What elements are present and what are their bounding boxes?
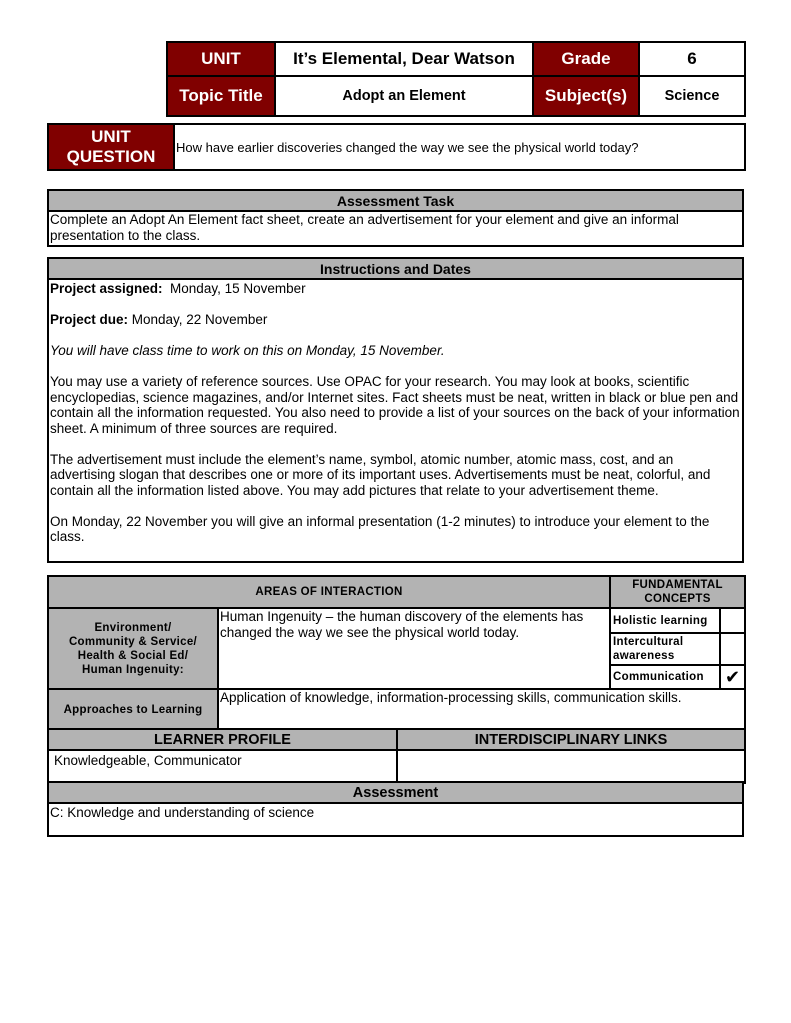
unit-question-label-line1: UNIT <box>91 127 131 146</box>
learner-profile-table <box>47 728 746 784</box>
assessment-task-table <box>47 189 744 247</box>
approaches-label: Approaches to Learning <box>48 689 218 731</box>
instructions-body <box>48 279 743 562</box>
concept-checkbox[interactable]: ✔ <box>720 665 745 689</box>
unit-label: UNIT <box>167 42 275 76</box>
presentation-paragraph: On Monday, 22 November you will give an informal presentation (1-2 minutes) to introduce your element to the class. <box>50 513 710 544</box>
advertisement-paragraph: The advertisement must include the element’s name, symbol, atomic number, atomic mass, cost, and an advertising slogan that describes one or more of its important uses. Advertisements must be neat, colorful, and contain all the information listed above. You may add pictures that relate to your advertisement theme. <box>50 451 711 498</box>
due-value: Monday, 22 November <box>128 312 268 327</box>
unit-question-label-line2: QUESTION <box>66 147 156 166</box>
assessment-task-heading: Assessment Task <box>48 190 743 211</box>
sources-paragraph: You may use a variety of reference sources. Use OPAC for your research. You may look at books, scientific encyclopedias, science magazines, and/or Internet sites. Fact sheets must be neat, written in black or blue pen and contain all the information requested. You also need to provide a list of your sources on the back of your information sheet. A minimum of three sources are required. <box>50 374 740 436</box>
interdisciplinary-heading: INTERDISCIPLINARY LINKS <box>397 729 745 750</box>
environment-text: Human Ingenuity – the human discovery of the elements has changed the way we see the physical world today. <box>218 608 610 689</box>
areas-of-interaction-table <box>47 575 746 732</box>
learner-profile-heading: LEARNER PROFILE <box>48 729 397 750</box>
topic-label: Topic Title <box>167 76 275 116</box>
assessment-heading: Assessment <box>48 782 743 803</box>
assessment-text: C: Knowledge and understanding of science <box>48 803 743 836</box>
unit-title: It’s Elemental, Dear Watson <box>275 42 533 76</box>
assessment-table <box>47 781 744 837</box>
concept-checkbox[interactable] <box>720 608 745 633</box>
instructions-heading: Instructions and Dates <box>48 258 743 279</box>
concept-label: Holistic learning <box>610 608 720 633</box>
concept-label: Intercultural awareness <box>610 633 720 665</box>
subjects-value: Science <box>639 76 745 116</box>
interdisciplinary-text <box>397 750 745 783</box>
project-assigned <box>50 281 741 297</box>
unit-header-table <box>166 41 746 117</box>
environment-label: Environment/ Community & Service/ Health & Social Ed/ Human Ingenuity: <box>48 608 218 689</box>
grade-label: Grade <box>533 42 639 76</box>
concept-checkbox[interactable] <box>720 633 745 665</box>
assigned-value: Monday, 15 November <box>162 281 306 296</box>
areas-heading: AREAS OF INTERACTION <box>48 576 610 608</box>
approaches-text: Application of knowledge, information-processing skills, communication skills. <box>218 689 745 731</box>
topic-value: Adopt an Element <box>275 76 533 116</box>
unit-question-label <box>48 124 174 170</box>
instructions-table <box>47 257 744 563</box>
learner-profile-text: Knowledgeable, Communicator <box>48 750 397 783</box>
concepts-heading: FUNDAMENTAL CONCEPTS <box>610 576 745 608</box>
assessment-task-text: Complete an Adopt An Element fact sheet, create an advertisement for your element and give an informal presentation to the class. <box>48 211 743 246</box>
project-due <box>50 312 741 328</box>
grade-value: 6 <box>639 42 745 76</box>
due-label: Project due: <box>50 312 129 327</box>
unit-question-text: How have earlier discoveries changed the way we see the physical world today? <box>174 124 745 170</box>
concept-label: Communication <box>610 665 720 689</box>
subjects-label: Subject(s) <box>533 76 639 116</box>
unit-question-table <box>47 123 746 171</box>
assigned-label: Project assigned: <box>50 281 163 296</box>
class-time-note: You will have class time to work on this on Monday, 15 November. <box>50 343 445 358</box>
